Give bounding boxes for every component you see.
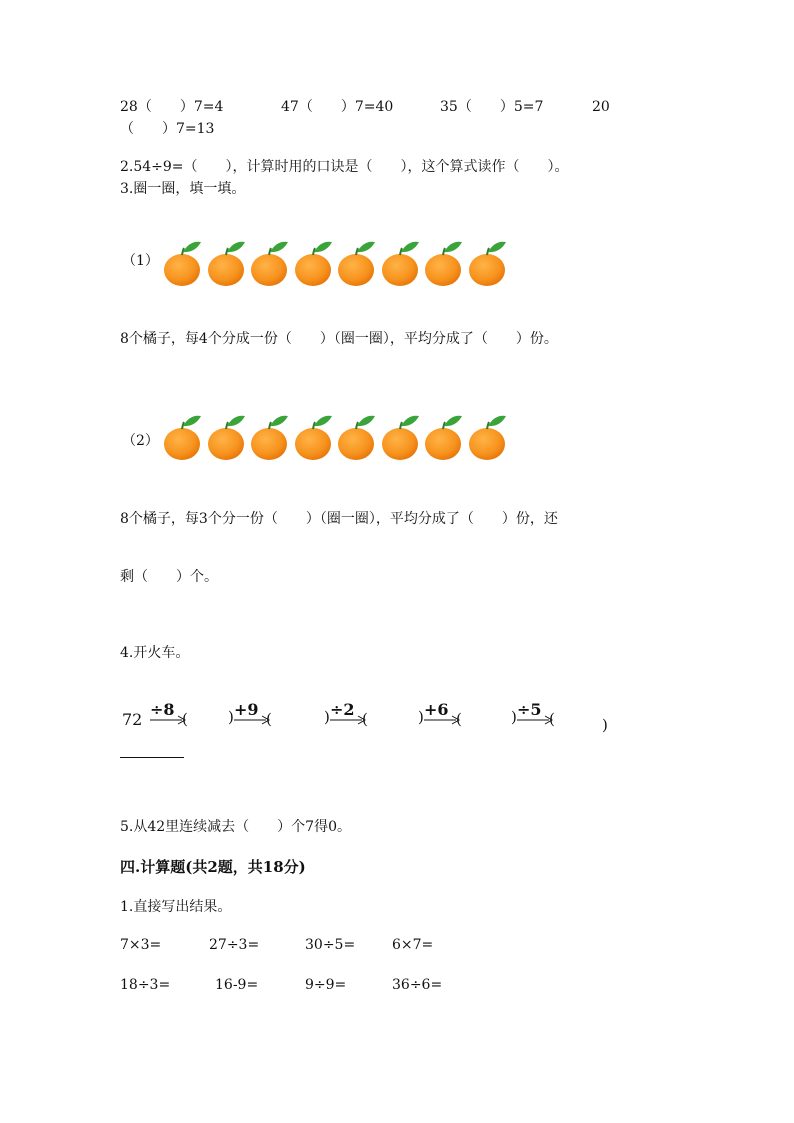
orange-icon xyxy=(380,240,420,288)
q1-item-2: 47（ ）7=40 xyxy=(281,99,394,115)
train-open-paren: ( xyxy=(362,710,368,728)
train-open-paren: ( xyxy=(456,710,462,728)
arrow-right-icon xyxy=(424,715,460,725)
calc-r1-c4: 6×7= xyxy=(392,937,434,953)
train-operation: ÷5 xyxy=(517,700,542,719)
orange-icon xyxy=(336,240,376,288)
arrow-right-icon xyxy=(150,715,186,725)
question-5: 5.从42里连续减去（ ）个7得0。 xyxy=(120,819,351,835)
orange-icon xyxy=(162,240,202,288)
train-close-paren: ) xyxy=(324,708,330,726)
section-4-q1-title: 1.直接写出结果。 xyxy=(120,899,232,915)
train-open-paren: ( xyxy=(182,710,188,728)
calc-r2-c4: 36÷6= xyxy=(392,977,443,993)
question-3-title: 3.圈一圈，填一填。 xyxy=(120,181,246,197)
q3-part2-label: （2） xyxy=(122,433,159,449)
train-close-paren: ) xyxy=(418,708,424,726)
train-operation: +6 xyxy=(424,700,449,719)
orange-icon xyxy=(249,240,289,288)
question-2: 2.54÷9=（ ），计算时用的口诀是（ ），这个算式读作（ ）。 xyxy=(120,159,569,175)
orange-icon xyxy=(423,240,463,288)
orange-icon xyxy=(162,414,202,462)
train-operation: +9 xyxy=(234,700,259,719)
orange-icon xyxy=(423,414,463,462)
orange-row-2 xyxy=(162,414,522,464)
q1-item-3: 35（ ）5=7 xyxy=(440,99,544,115)
train-close-paren: ) xyxy=(228,708,234,726)
orange-icon xyxy=(249,414,289,462)
arrow-right-icon xyxy=(330,715,366,725)
q3-part2-wrap: 剩（ ）个。 xyxy=(120,569,218,585)
orange-row-1 xyxy=(162,240,522,290)
q1-item-1: 28（ ）7=4 xyxy=(120,99,224,115)
q3-part2-text: 8个橘子，每3个分一份（ ）（圈一圈），平均分成了（ ）份，还 xyxy=(120,511,558,527)
calc-r1-c1: 7×3= xyxy=(120,937,162,953)
calc-r2-c3: 9÷9= xyxy=(305,977,347,993)
train-start: 72 xyxy=(122,710,143,729)
orange-icon xyxy=(380,414,420,462)
train-operation: ÷8 xyxy=(150,700,175,719)
orange-icon xyxy=(336,414,376,462)
q1-item-4: 20 xyxy=(592,99,610,115)
calc-r1-c2: 27÷3= xyxy=(209,937,260,953)
train-operation: ÷2 xyxy=(330,700,355,719)
orange-icon xyxy=(293,414,333,462)
orange-icon xyxy=(206,414,246,462)
calc-r2-c1: 18÷3= xyxy=(120,977,171,993)
q1-item-4-wrap: （ ）7=13 xyxy=(120,121,215,137)
section-4-title: 四.计算题(共2题，共18分) xyxy=(120,858,306,876)
train-open-paren: ( xyxy=(266,710,272,728)
orange-icon xyxy=(467,240,507,288)
train-open-paren: ( xyxy=(549,710,555,728)
orange-icon xyxy=(206,240,246,288)
arrow-right-icon xyxy=(234,715,270,725)
calc-r1-c3: 30÷5= xyxy=(305,937,356,953)
train-close-paren: ) xyxy=(511,708,517,726)
calc-r2-c2: 16-9= xyxy=(215,977,259,993)
orange-icon xyxy=(467,414,507,462)
train-close-paren: ) xyxy=(602,716,608,734)
q3-part1-label: （1） xyxy=(122,253,159,269)
orange-icon xyxy=(293,240,333,288)
q3-part1-text: 8个橘子，每4个分成一份（ ）（圈一圈），平均分成了（ ）份。 xyxy=(120,331,558,347)
question-4-title: 4.开火车。 xyxy=(120,645,190,661)
arrow-right-icon xyxy=(517,715,553,725)
train-answer-line xyxy=(120,757,184,758)
